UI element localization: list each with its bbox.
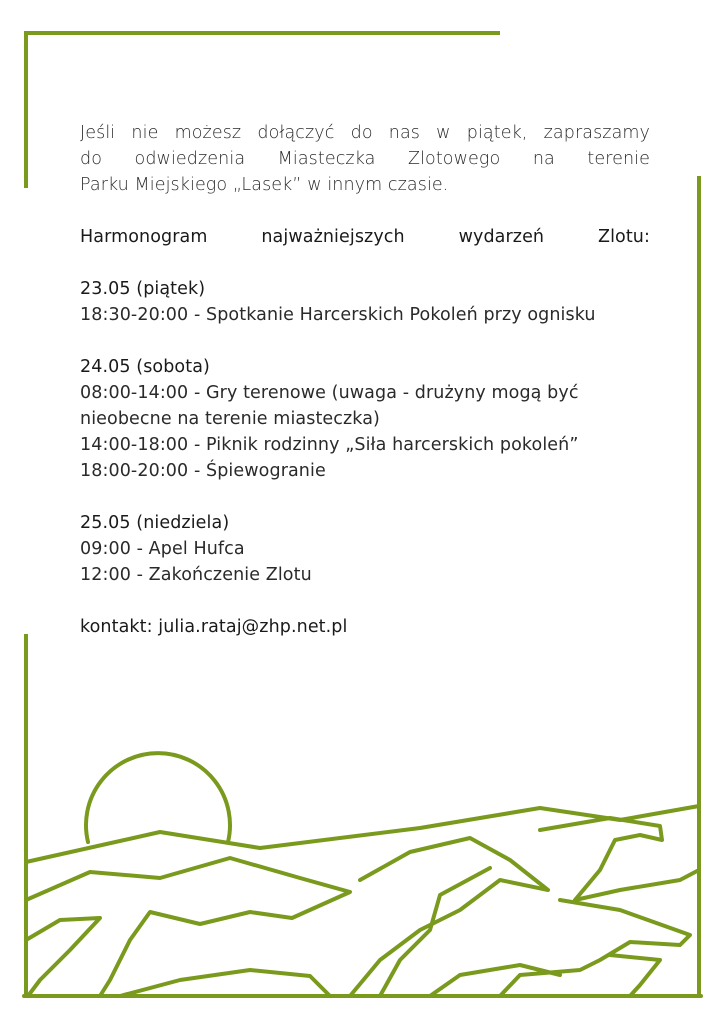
mountain-ridge: [26, 806, 699, 862]
day-title: 24.05 (sobota): [80, 357, 210, 377]
contact-email: kontakt: julia.rataj@zhp.net.pl: [80, 617, 348, 637]
mountain-shape: [500, 900, 690, 996]
mountain-shape: [430, 965, 560, 996]
sun-icon: [86, 753, 230, 842]
mountain-shape: [350, 838, 548, 996]
event-item: 09:00 - Apel Hufca: [80, 539, 245, 559]
intro-line: do odwiedzenia Miasteczka Zlotowego na terenie: [80, 149, 650, 169]
schedule-heading: Harmonogram najważniejszych wydarzeń Zlotu:: [80, 227, 650, 247]
day-title: 25.05 (niedziela): [80, 513, 230, 533]
mountain-shape: [380, 868, 490, 996]
event-item: 12:00 - Zakończenie Zlotu: [80, 565, 312, 585]
event-item: 18:30-20:00 - Spotkanie Harcerskich Pokoleń przy ognisku: [80, 305, 596, 325]
mountain-shape: [540, 818, 699, 900]
event-item: 08:00-14:00 - Gry terenowe (uwaga - drużyny mogą być: [80, 383, 579, 403]
event-item: 18:00-20:00 - Śpiewogranie: [80, 461, 326, 481]
intro-line: Parku Miejskiego „Lasek” w innym czasie.: [80, 175, 449, 195]
mountain-shape: [26, 918, 100, 996]
mountain-shape: [120, 970, 330, 996]
intro-line: Jeśli nie możesz dołączyć do nas w piątek, zapraszamy: [80, 123, 650, 143]
day-title: 23.05 (piątek): [80, 279, 206, 299]
event-item: 14:00-18:00 - Piknik rodzinny „Siła harcerskich pokoleń”: [80, 435, 579, 455]
mountain-shape: [610, 955, 660, 996]
event-item: nieobecne na terenie miasteczka): [80, 409, 380, 429]
